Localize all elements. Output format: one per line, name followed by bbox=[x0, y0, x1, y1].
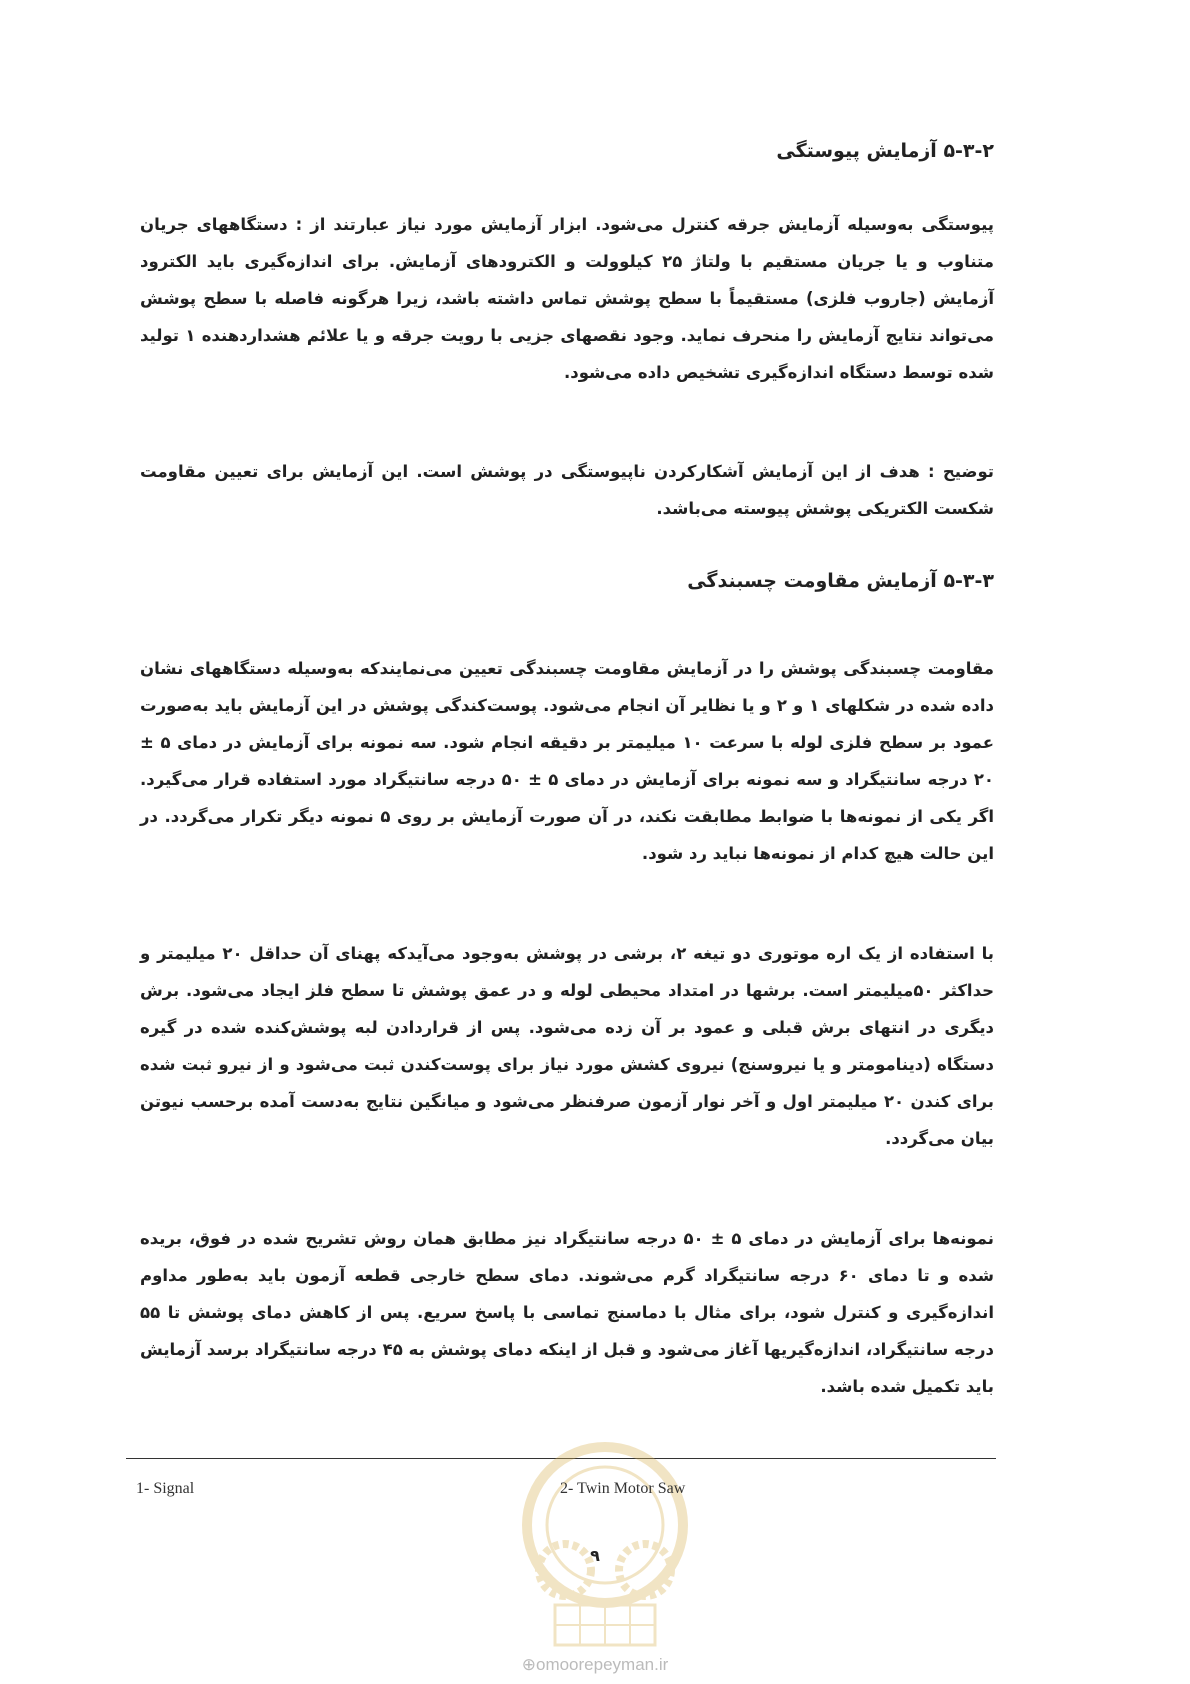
watermark-site bbox=[0, 1655, 1190, 1675]
footnote-1: 1- Signal bbox=[136, 1480, 195, 1497]
paragraph-adhesion-3: نمونه‌ها برای آزمایش در دمای ۵ ± ۵۰ درجه سانتیگراد نیز مطابق همان روش تشریح شده در فوق، بریده شده و تا دمای ۶۰ درجه سانتیگراد گرم می‌شوند. دمای سطح خارجی قطعه آزمون باید به‌طور مداوم اندازه‌گیری و کنترل شود، برای مثال با دماسنج تماسی با پاسخ سریع. پس از کاهش دمای پوشش تا ۵۵ درجه سانتیگراد، اندازه‌گیریها آغاز می‌شود و قبل از اینکه دمای پوشش به ۴۵ درجه سانتیگراد برسد آزمایش باید تکمیل شده باشد. bbox=[140, 1229, 995, 1396]
watermark-site-text: omoorepeyman.ir bbox=[535, 1655, 669, 1674]
watermark-logo bbox=[505, 1430, 705, 1660]
footnote-2: 2- Twin Motor Saw bbox=[560, 1480, 686, 1497]
page-number: ۹ bbox=[590, 1546, 600, 1565]
paragraph-continuity-note: توضیح : هدف از این آزمایش آشکارکردن ناپیوستگی در پوشش است. این آزمایش برای تعیین مقاومت شکست الکتریکی پوشش پیوسته می‌باشد. bbox=[140, 462, 994, 518]
section-heading-continuity: ۵-۳-۲ آزمایش پیوستگی bbox=[776, 140, 994, 162]
paragraph-adhesion-2: با استفاده از یک اره موتوری دو تیغه ۲، برشی در پوشش به‌وجود می‌آیدکه پهنای آن حداقل ۲۰ میلیمتر و حداکثر ۵۰میلیمتر است. برشها در امتداد محیطی لوله و در عمق پوشش تا سطح فلز ایجاد می‌شود. برش دیگری در انتهای برش قبلی و عمود بر آن زده می‌شود. پس از قراردادن لبه پوشش‌کنده شده در گیره دستگاه (دینامومتر و یا نیروسنج) نیروی کشش مورد نیاز برای پوست‌کندن ثبت می‌شود و از نیرو ثبت شده برای کندن ۲۰ میلیمتر اول و آخر نوار آزمون صرفنظر می‌شود و میانگین نتایج به‌دست آمده برحسب نیوتن بیان می‌گردد. bbox=[140, 944, 994, 1148]
paragraph-adhesion-1: مقاومت چسبندگی پوشش را در آزمایش مقاومت چسبندگی تعیین می‌نمایندکه به‌وسیله دستگاههای نشان داده شده در شکلهای ۱ و ۲ و یا نظایر آن انجام می‌شود. پوست‌کندگی پوشش در این آزمایش باید به‌صورت عمود بر سطح فلزی لوله با سرعت ۱۰ میلیمتر بر دقیقه انجام شود. سه نمونه برای آزمایش در دمای ۵ ± ۲۰ درجه سانتیگراد و سه نمونه برای آزمایش در دمای ۵ ± ۵۰ درجه سانتیگراد مورد استفاده قرار می‌گیرد. اگر یکی از نمونه‌ها با ضوابط مطابقت نکند، در آن صورت آزمایش بر روی ۵ نمونه دیگر تکرار می‌گردد. در این حالت هیچ کدام از نمونه‌ها نباید رد شود. bbox=[140, 659, 995, 863]
paragraph-continuity-1: پیوستگی به‌وسیله آزمایش جرقه کنترل می‌شود. ابزار آزمایش مورد نیاز عبارتند از : دستگاههای جریان متناوب و یا جریان مستقیم با ولتاژ ۲۵ کیلوولت و الکترودهای آزمایش. برای اندازه‌گیری باید الکترود آزمایش (جاروب فلزی) مستقیماً با سطح پوشش تماس داشته باشد، زیرا هرگونه فاصله با سطح پوشش می‌تواند نتایج آزمایش را منحرف نماید. وجود نقصهای جزیی با رویت جرقه و یا علائم هشداردهنده ۱ تولید شده توسط دستگاه اندازه‌گیری تشخیص داده می‌شود. bbox=[140, 215, 995, 382]
globe-icon: ⊕ bbox=[521, 1655, 536, 1674]
section-heading-adhesion: ۵-۳-۳ آزمایش مقاومت چسبندگی bbox=[687, 570, 994, 592]
